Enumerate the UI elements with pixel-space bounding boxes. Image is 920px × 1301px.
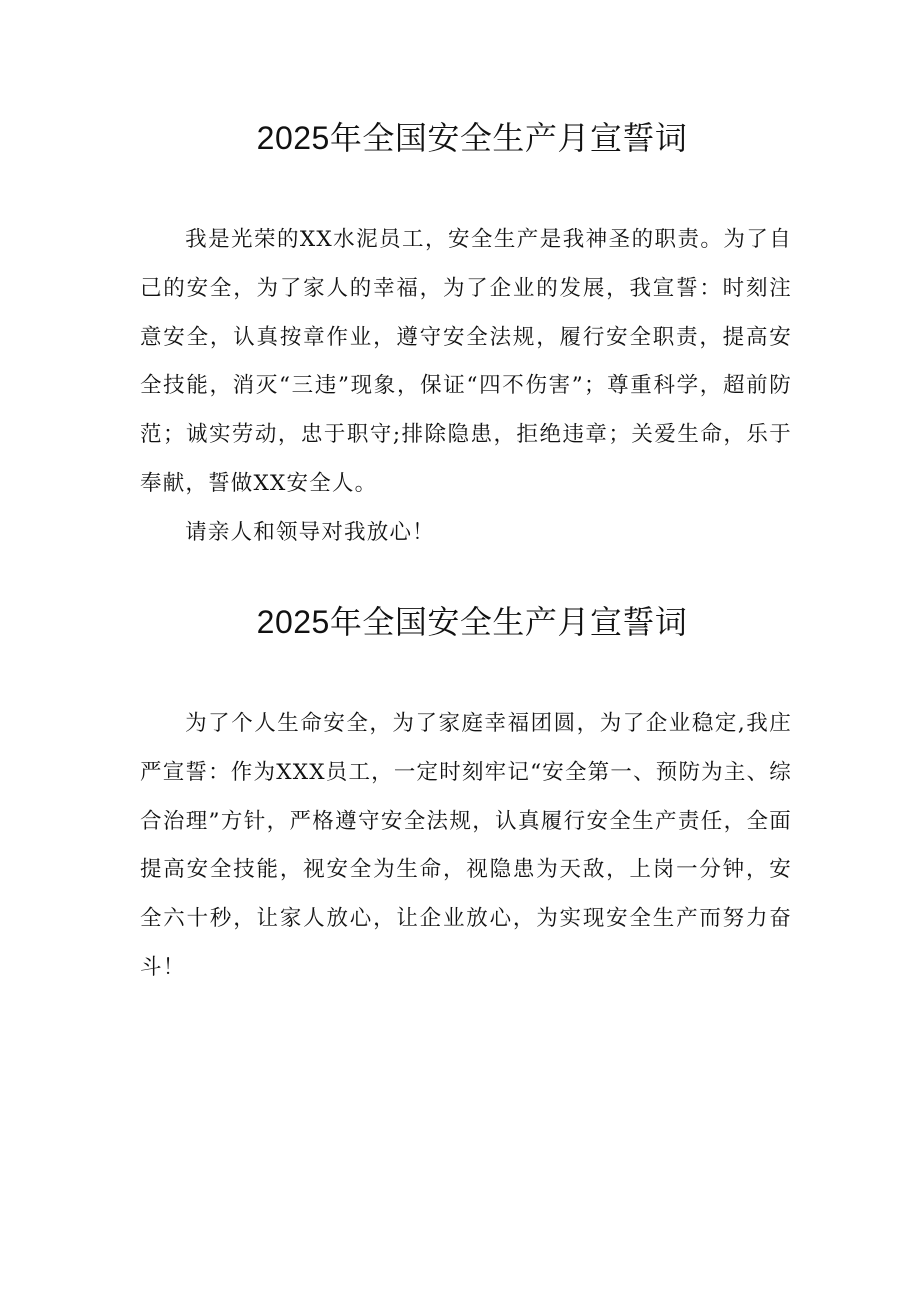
pledge-paragraph: 我是光荣的XX水泥员工，安全生产是我神圣的职责。为了自己的安全，为了家人的幸福，为了企业的发展，我宣誓：时刻注意安全，认真按章作业，遵守安全法规，履行安全职责，提高安全技能，消灭“三违”现象，保证“四不伤害”；尊重科学，超前防范；诚实劳动，忠于职守;排除隐患，拒绝违章；关爱生命，乐于奉献，誓做XX安全人。 [140,227,792,496]
pledge-body [140,216,792,558]
pledge-title: 2025年全国安全生产月宣誓词 [256,120,688,156]
pledge-body [140,700,792,993]
pledge-section-1 [140,116,792,558]
pledge-section-2 [140,600,792,993]
pledge-paragraph: 为了个人生命安全，为了家庭幸福团圆，为了企业稳定,我庄严宣誓：作为XXX员工，一定时刻牢记“安全第一、预防为主、综合治理”方针，严格遵守安全法规，认真履行安全生产责任，全面提高安全技能，视安全为生命，视隐患为天敌，上岗一分钟，安全六十秒，让家人放心，让企业放心，为实现安全生产而努力奋斗！ [140,711,792,980]
pledge-title: 2025年全国安全生产月宣誓词 [256,604,688,640]
pledge-paragraph: 请亲人和领导对我放心！ [185,519,435,545]
